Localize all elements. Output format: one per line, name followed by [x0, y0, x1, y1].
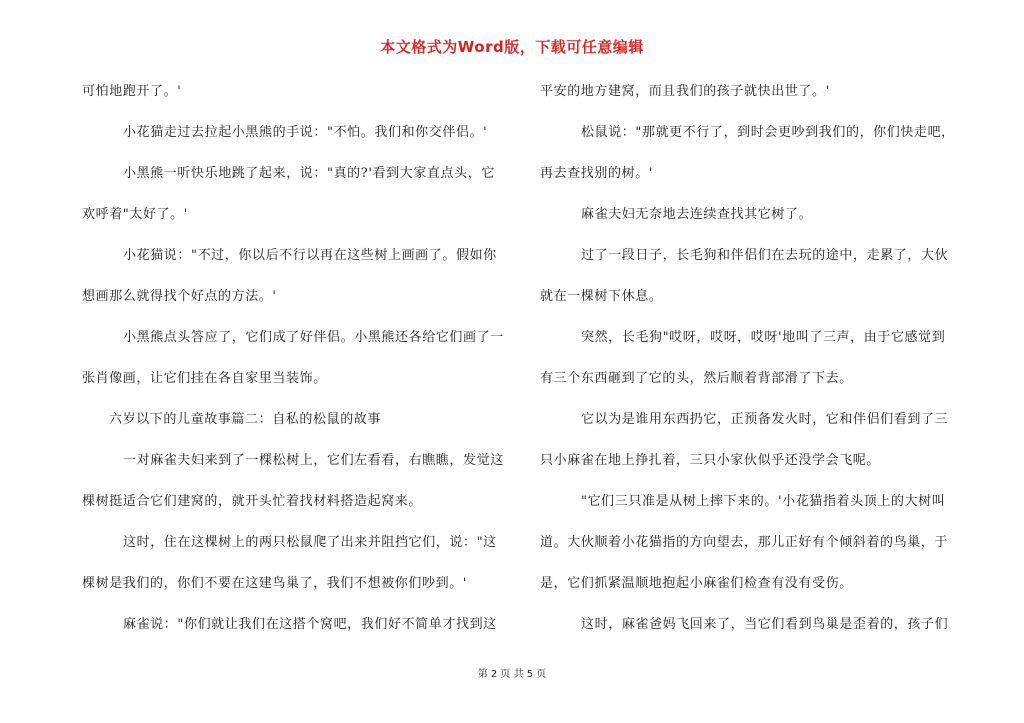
- text-line: 小花猫走过去拉起小黑熊的手说："不怕。我们和你交伴侣。': [123, 125, 488, 140]
- text-line: 小花猫说："不过，你以后不行以再在这些树上画画了。假如你: [123, 248, 497, 263]
- text-line: 突然，长毛狗"哎呀，哎呀，哎呀'地叫了三声，由于它感觉到: [581, 330, 946, 345]
- right-column: [540, 82, 960, 656]
- left-column: [82, 82, 502, 656]
- text-line: 小黑熊点头答应了，它们成了好伴侣。小黑熊还各给它们画了一: [123, 330, 504, 345]
- text-line: 可怕地跑开了。': [82, 84, 182, 99]
- text-line: 有三个东西砸到了它的头，然后顺着背部滑了下去。: [540, 371, 853, 386]
- text-line: 是，它们抓紧温顺地抱起小麻雀们检查有没有受伤。: [540, 576, 853, 591]
- text-line: 再去查找别的树。': [540, 166, 653, 181]
- text-line: 欢呼着"太好了。': [82, 207, 188, 222]
- text-line: 松鼠说："那就更不行了，到时会更吵到我们的，你们快走吧，: [581, 125, 955, 140]
- text-line: 平安的地方建窝，而且我们的孩子就快出世了。': [540, 84, 830, 99]
- text-line: 棵树是我们的，你们不要在这建鸟巢了，我们不想被你们吵到。': [82, 576, 467, 591]
- text-line: 棵树挺适合它们建窝的，就开头忙着找材料搭造起窝来。: [82, 494, 423, 509]
- document-header: 本文格式为Word版，下载可任意编辑: [380, 38, 644, 56]
- text-line: 只小麻雀在地上挣扎着，三只小家伙似乎还没学会飞呢。: [540, 453, 881, 468]
- text-line: 想画那么就得找个好点的方法。': [82, 289, 277, 304]
- text-line: 过了一段日子，长毛狗和伴侣们在去玩的途中，走累了，大伙: [581, 248, 949, 263]
- text-line: 小黑熊一听快乐地跳了起来，说："真的?'看到大家直点头，它: [123, 166, 495, 181]
- text-line: 麻雀说："你们就让我们在这搭个窝吧，我们好不简单才找到这: [123, 617, 497, 632]
- text-line: 就在一棵树下休息。: [540, 289, 663, 304]
- text-line: 道。大伙顺着小花猫指的方向望去，那儿正好有个倾斜着的鸟巢，于: [540, 535, 949, 550]
- text-line: 它以为是谁用东西扔它，正预备发火时，它和伴侣们看到了三: [581, 412, 949, 427]
- text-line: 麻雀夫妇无奈地去连续查找其它树了。: [581, 207, 813, 222]
- page-number: 第 2 页 共 5 页: [477, 669, 547, 680]
- text-line: 这时，麻雀爸妈飞回来了，当它们看到鸟巢是歪着的，孩子们: [581, 617, 949, 632]
- text-line: "它们三只准是从树上摔下来的。'小花猫指着头顶上的大树叫: [581, 494, 946, 509]
- text-line: 一对麻雀夫妇来到了一棵松树上，它们左看看，右瞧瞧，发觉这: [123, 453, 504, 468]
- text-line: 张肖像画，让它们挂在各自家里当装饰。: [82, 371, 327, 386]
- text-line: 这时，住在这棵树上的两只松鼠爬了出来并阻挡它们，说："这: [123, 535, 497, 550]
- section-heading: 六岁以下的儿童故事篇二：自私的松鼠的故事: [109, 412, 382, 427]
